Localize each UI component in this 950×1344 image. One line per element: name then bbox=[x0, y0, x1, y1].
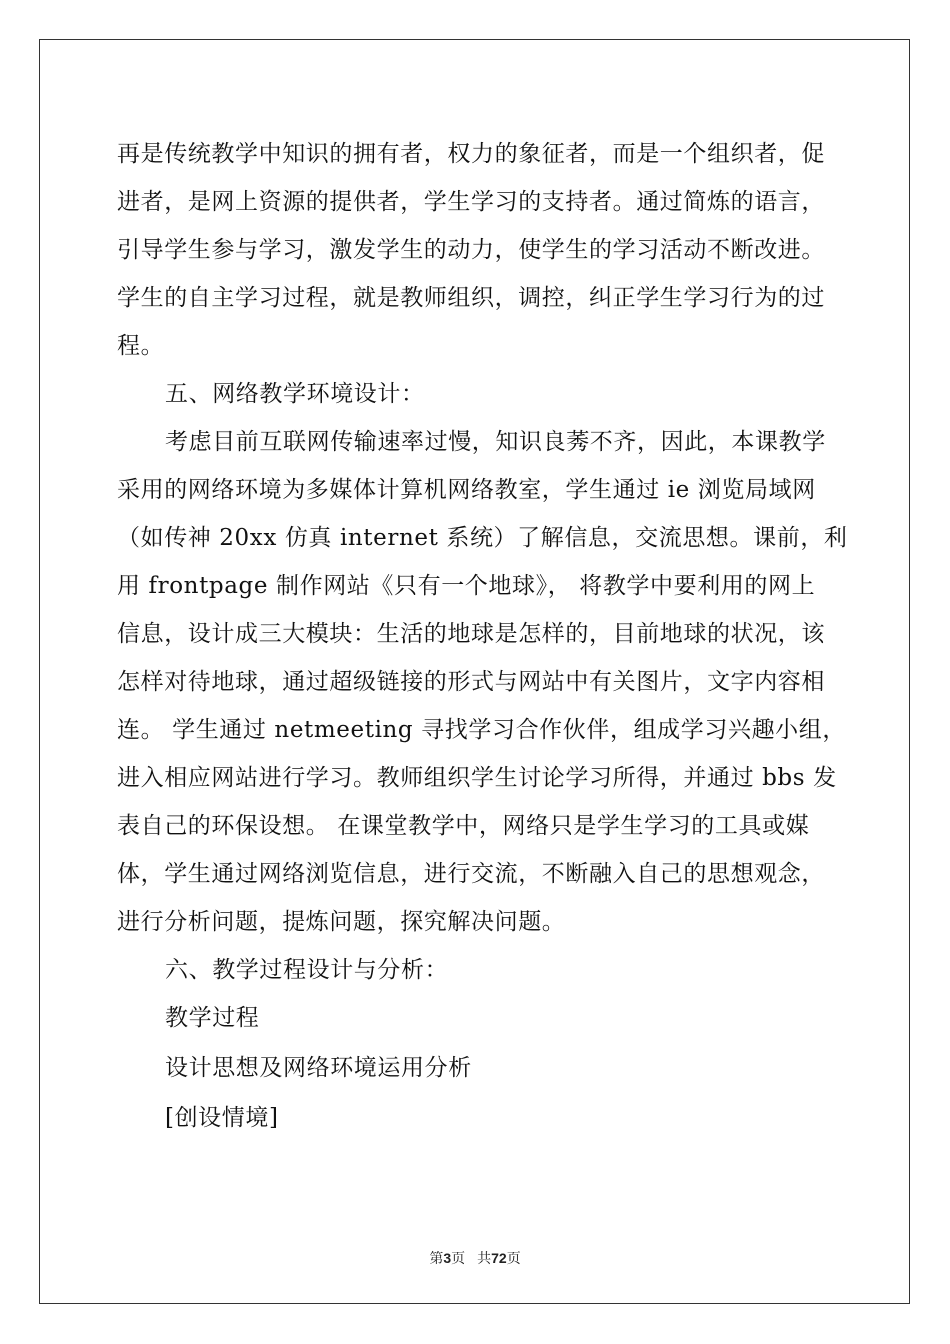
section-heading: 六、教学过程设计与分析： bbox=[165, 957, 449, 983]
total-suffix: 页 bbox=[506, 1251, 521, 1267]
text-line: 学生的自主学习过程，就是教师组织，调控，纠正学生学习行为的过 bbox=[117, 285, 825, 311]
text-line: 采用的网络环境为多媒体计算机网络教室，学生通过 ie 浏览局域网 bbox=[117, 477, 816, 503]
text-line: 程。 bbox=[117, 333, 165, 359]
total-pages: 72 bbox=[491, 1250, 507, 1266]
total-prefix: 共 bbox=[477, 1251, 492, 1267]
text-line: 用 frontpage 制作网站《只有一个地球》， 将教学中要利用的网上 bbox=[117, 573, 816, 599]
text-line: 表自己的环保设想。 在课堂教学中，网络只是学生学习的工具或媒 bbox=[117, 813, 810, 839]
text-line: （如传神 20xx 仿真 internet 系统）了解信息，交流思想。课前，利 bbox=[117, 525, 848, 551]
text-line: 进者，是网上资源的提供者，学生学习的支持者。通过简炼的语言， bbox=[117, 189, 825, 215]
text-line: 设计思想及网络环境运用分析 bbox=[165, 1055, 472, 1081]
text-line: 再是传统教学中知识的拥有者，权力的象征者，而是一个组织者，促 bbox=[117, 141, 825, 167]
text-line: [创设情境] bbox=[165, 1105, 279, 1131]
text-line: 信息，设计成三大模块：生活的地球是怎样的，目前地球的状况，该 bbox=[117, 621, 825, 647]
text-line: 进行分析问题，提炼问题，探究解决问题。 bbox=[117, 909, 566, 935]
page-number: 3 bbox=[443, 1250, 452, 1266]
page-prefix: 第 bbox=[429, 1251, 444, 1267]
text-line: 怎样对待地球，通过超级链接的形式与网站中有关图片，文字内容相 bbox=[117, 669, 825, 695]
text-line: 引导学生参与学习，激发学生的动力，使学生的学习活动不断改进。 bbox=[117, 237, 825, 263]
text-line: 考虑目前互联网传输速率过慢，知识良莠不齐，因此，本课教学 bbox=[165, 429, 826, 455]
text-line: 进入相应网站进行学习。教师组织学生讨论学习所得，并通过 bbs 发 bbox=[117, 765, 837, 791]
text-line: 教学过程 bbox=[165, 1005, 260, 1031]
section-heading: 五、网络教学环境设计： bbox=[165, 381, 425, 407]
page-suffix: 页 bbox=[451, 1251, 466, 1267]
page-footer bbox=[0, 1248, 950, 1268]
text-line: 体，学生通过网络浏览信息，进行交流，不断融入自己的思想观念， bbox=[117, 861, 825, 887]
text-line: 连。 学生通过 netmeeting 寻找学习合作伙伴，组成学习兴趣小组， bbox=[117, 717, 846, 743]
